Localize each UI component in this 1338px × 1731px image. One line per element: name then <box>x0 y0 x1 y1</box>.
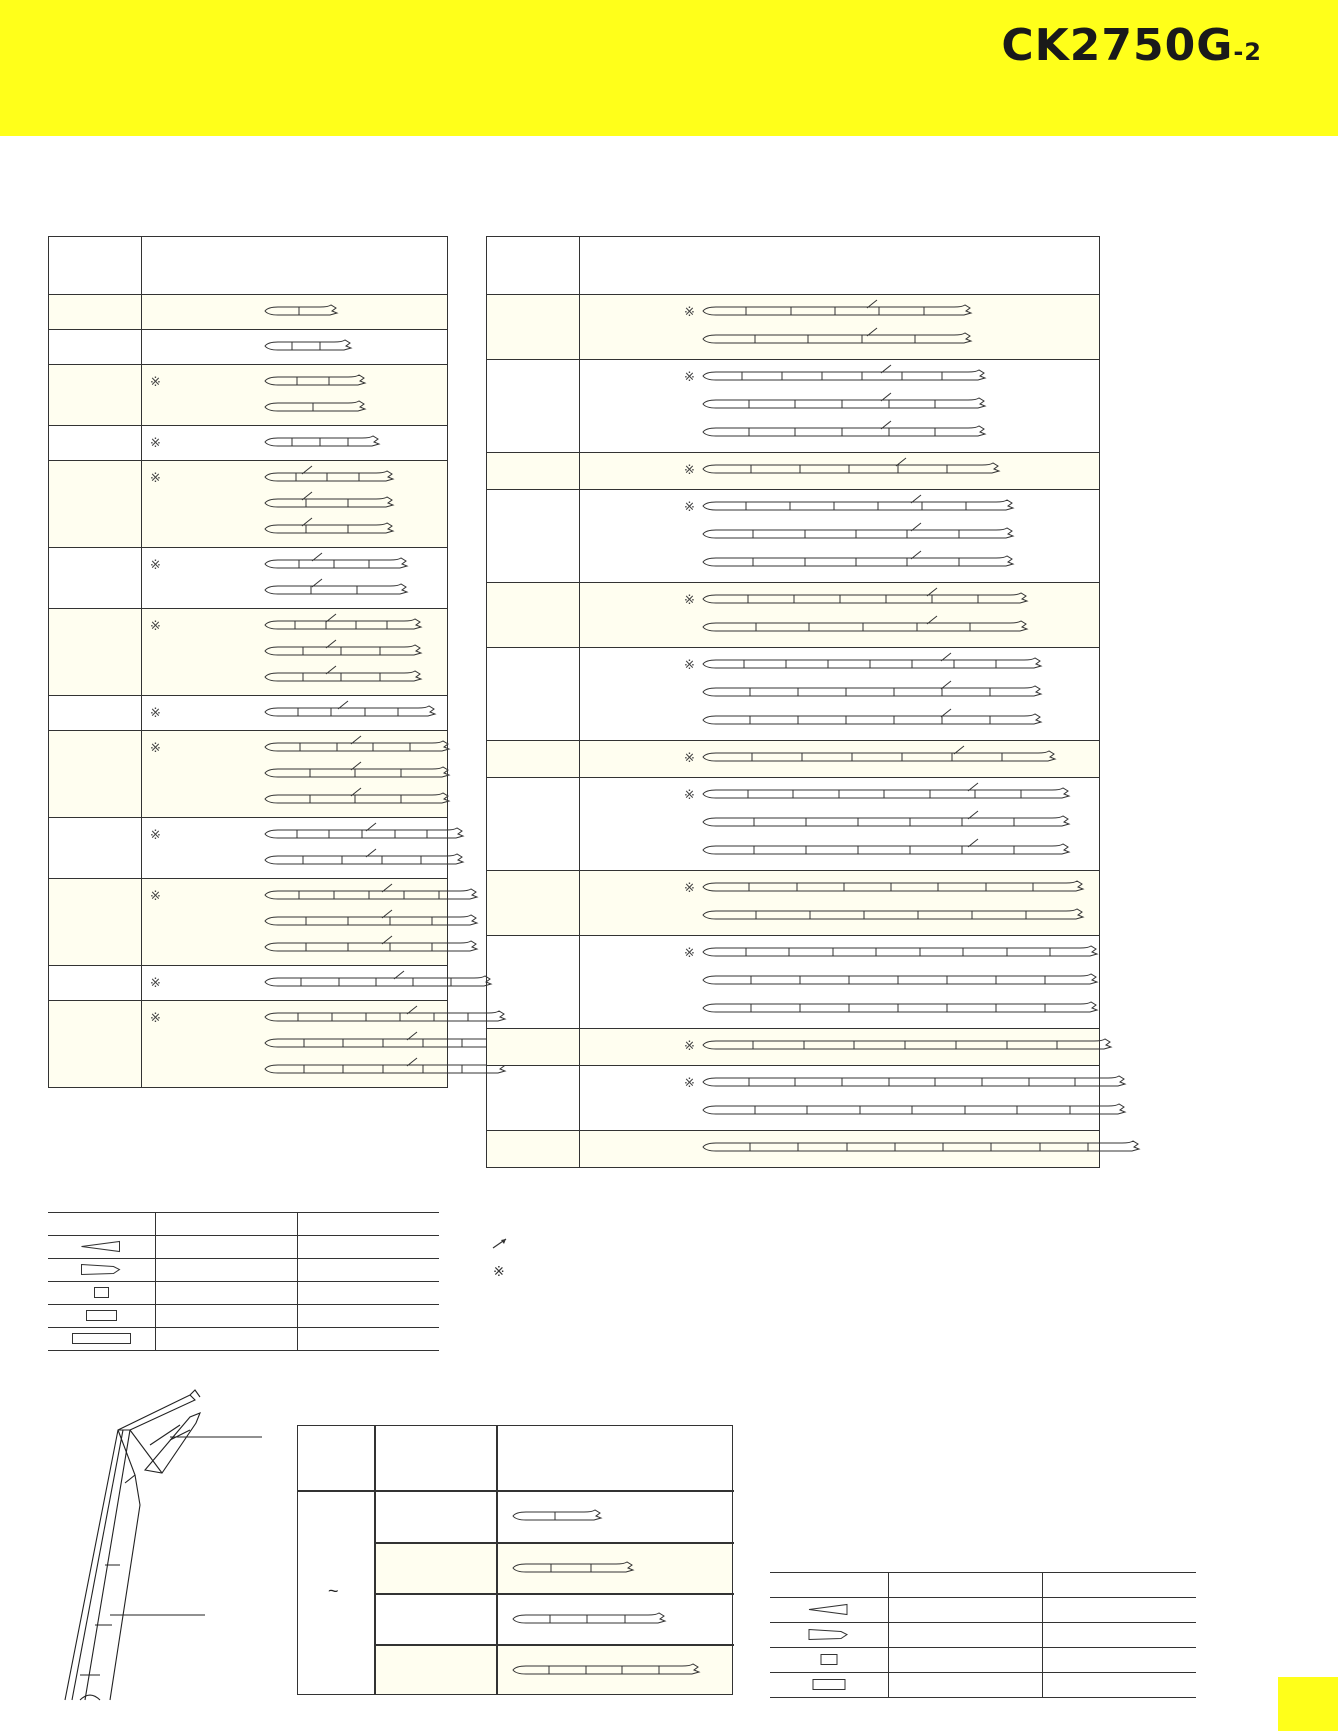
boom-profile <box>512 1607 674 1629</box>
boom-profile <box>264 552 416 574</box>
boom-length-cell <box>487 1131 580 1168</box>
config-row <box>49 818 448 879</box>
combination-cell <box>580 453 1100 490</box>
boom-profile <box>702 420 994 442</box>
boom-profile <box>264 517 402 539</box>
boom-variant <box>142 552 447 578</box>
combination-cell <box>580 778 1100 871</box>
boom-variant <box>142 1031 447 1057</box>
boom-config-table-left <box>48 236 448 1088</box>
boom-length-cell <box>487 871 580 936</box>
header-cell-combination <box>142 237 448 295</box>
tapered-tip-icon <box>770 1597 888 1622</box>
combination-cell <box>580 1029 1100 1066</box>
boom-variant <box>142 1005 447 1031</box>
config-row <box>487 583 1100 648</box>
legend-row-rule <box>48 1350 439 1351</box>
boom-profile <box>264 761 458 783</box>
boom-variant <box>142 578 447 604</box>
short-insert-icon <box>48 1281 155 1304</box>
base-section-icon <box>770 1622 888 1647</box>
config-row <box>487 741 1100 778</box>
boom-profile <box>264 909 486 931</box>
boom-variant <box>142 430 447 456</box>
recommended-mark-icon: ※ <box>150 374 161 389</box>
long-insert-icon <box>48 1327 155 1350</box>
boom-length-cell <box>49 879 142 966</box>
boom-profile <box>264 578 416 600</box>
boom-variant <box>580 392 1099 420</box>
boom-length-cell <box>49 609 142 696</box>
boom-variant <box>580 587 1099 615</box>
boom-profile <box>702 940 1106 962</box>
boom-profile <box>264 369 374 391</box>
combination-cell <box>142 426 448 461</box>
boom-variant <box>142 735 447 761</box>
boom-profile <box>702 1070 1134 1092</box>
page-corner-tab <box>1278 1677 1338 1731</box>
boom-profile <box>264 883 486 905</box>
pivot-arrow-icon <box>491 1236 509 1253</box>
recommended-mark-icon: ※ <box>684 462 695 477</box>
recommended-mark-icon: ※ <box>493 1263 505 1279</box>
boom-profile <box>264 430 388 452</box>
boom-variant <box>580 940 1099 968</box>
combination-cell <box>580 871 1100 936</box>
combination-cell <box>580 648 1100 741</box>
boom-length-cell <box>49 548 142 609</box>
boom-profile <box>512 1504 610 1526</box>
boom-profile <box>702 1135 1148 1157</box>
boom-length-cell <box>487 741 580 778</box>
boom-variant <box>580 838 1099 866</box>
boom-profile <box>702 838 1078 860</box>
boom-config-table-right <box>486 236 1100 1168</box>
boom-length-cell <box>49 818 142 879</box>
boom-variant <box>580 1135 1099 1163</box>
boom-profile <box>702 550 1022 572</box>
recommended-mark-icon: ※ <box>684 1038 695 1053</box>
jib-row-rule <box>374 1644 734 1646</box>
boom-profile <box>702 745 1064 767</box>
config-row <box>487 648 1100 741</box>
legend-column-rule <box>888 1572 889 1697</box>
boom-length-cell <box>487 453 580 490</box>
boom-variant <box>580 1098 1099 1126</box>
boom-variant <box>580 457 1099 485</box>
combination-cell <box>580 490 1100 583</box>
jib-row-rule <box>374 1542 734 1544</box>
boom-variant <box>580 652 1099 680</box>
boom-profile <box>264 334 360 356</box>
combination-cell <box>142 330 448 365</box>
combination-cell <box>142 1001 448 1088</box>
boom-variant <box>142 334 447 360</box>
recommended-mark-icon: ※ <box>150 975 161 990</box>
boom-profile <box>702 615 1036 637</box>
config-row <box>49 1001 448 1088</box>
medium-insert-icon <box>48 1304 155 1327</box>
boom-variant <box>580 522 1099 550</box>
config-row <box>49 330 448 365</box>
config-row <box>487 490 1100 583</box>
boom-length-cell <box>49 966 142 1001</box>
config-row <box>487 295 1100 360</box>
boom-variant <box>580 327 1099 355</box>
boom-variant <box>580 875 1099 903</box>
combination-cell <box>142 879 448 966</box>
boom-length-cell <box>487 360 580 453</box>
boom-profile <box>702 782 1078 804</box>
config-row <box>49 365 448 426</box>
boom-length-cell <box>487 936 580 1029</box>
boom-profile <box>702 708 1050 730</box>
boom-profile <box>702 299 980 321</box>
boom-profile <box>702 1098 1134 1120</box>
boom-length-cell <box>487 648 580 741</box>
short-insert-icon <box>770 1647 888 1672</box>
boom-profile <box>702 392 994 414</box>
recommended-mark-icon: ※ <box>684 304 695 319</box>
crane-boom-diagram <box>50 1385 270 1705</box>
boom-length-cell <box>487 778 580 871</box>
config-row <box>487 871 1100 936</box>
boom-variant <box>142 639 447 665</box>
boom-profile <box>702 810 1078 832</box>
boom-length-cell <box>487 1066 580 1131</box>
boom-variant <box>142 369 447 395</box>
boom-variant <box>142 517 447 543</box>
boom-length-cell <box>49 365 142 426</box>
boom-variant <box>142 848 447 874</box>
boom-variant <box>580 615 1099 643</box>
model-main: CK2750G <box>1001 20 1234 71</box>
boom-length-cell <box>49 696 142 731</box>
boom-profile <box>512 1556 642 1578</box>
boom-profile <box>264 970 500 992</box>
config-row <box>487 778 1100 871</box>
boom-variant <box>142 613 447 639</box>
boom-variant <box>142 700 447 726</box>
combination-cell <box>142 696 448 731</box>
config-row <box>487 1131 1100 1168</box>
boom-profile <box>702 364 994 386</box>
header-banner <box>0 0 1338 136</box>
boom-profile <box>702 968 1106 990</box>
boom-profile <box>702 522 1022 544</box>
boom-variant <box>142 465 447 491</box>
config-row <box>487 936 1100 1029</box>
boom-profile <box>264 491 402 513</box>
header-cell-combination <box>580 237 1100 295</box>
recommended-mark-icon: ※ <box>150 557 161 572</box>
medium-insert-icon <box>770 1672 888 1697</box>
boom-profile <box>702 875 1092 897</box>
boom-profile <box>702 996 1106 1018</box>
config-row <box>49 966 448 1001</box>
boom-profile <box>702 457 1008 479</box>
range-symbol: ~ <box>328 1581 339 1601</box>
config-row <box>49 879 448 966</box>
recommended-mark-icon: ※ <box>684 1075 695 1090</box>
boom-profile <box>264 1005 514 1027</box>
legend-column-rule <box>297 1212 298 1350</box>
boom-variant <box>580 903 1099 931</box>
jib-column-rule <box>374 1426 376 1694</box>
boom-variant <box>580 810 1099 838</box>
boom-variant <box>580 420 1099 448</box>
jib-row-rule <box>374 1593 734 1595</box>
boom-variant <box>142 909 447 935</box>
boom-profile <box>264 822 472 844</box>
recommended-mark-icon: ※ <box>150 618 161 633</box>
recommended-mark-icon: ※ <box>684 369 695 384</box>
boom-variant <box>142 935 447 961</box>
boom-variant <box>142 787 447 813</box>
boom-profile <box>702 587 1036 609</box>
boom-length-cell <box>487 490 580 583</box>
combination-cell <box>142 966 448 1001</box>
boom-variant <box>580 1033 1099 1061</box>
boom-variant <box>580 494 1099 522</box>
table-header-row <box>49 237 448 295</box>
boom-variant <box>142 665 447 691</box>
boom-profile <box>264 465 402 487</box>
boom-variant <box>142 299 447 325</box>
combination-cell <box>580 583 1100 648</box>
boom-profile <box>264 700 444 722</box>
boom-profile <box>702 327 980 349</box>
legend-row-rule <box>770 1697 1196 1698</box>
tapered-tip-icon <box>48 1235 155 1258</box>
boom-length-cell <box>487 1029 580 1066</box>
combination-cell <box>142 548 448 609</box>
boom-variant <box>580 680 1099 708</box>
jib-column-rule <box>496 1426 498 1694</box>
combination-cell <box>142 365 448 426</box>
config-row <box>49 609 448 696</box>
boom-profile <box>264 665 430 687</box>
combination-cell <box>142 609 448 696</box>
boom-variant <box>580 299 1099 327</box>
boom-profile <box>702 680 1050 702</box>
config-row <box>49 461 448 548</box>
jib-row-rule <box>298 1490 734 1492</box>
boom-variant <box>142 761 447 787</box>
boom-profile <box>702 903 1092 925</box>
boom-variant <box>580 1070 1099 1098</box>
boom-variant <box>142 491 447 517</box>
recommended-mark-icon: ※ <box>684 657 695 672</box>
combination-cell <box>142 818 448 879</box>
boom-profile <box>264 299 346 321</box>
combination-cell <box>142 731 448 818</box>
boom-variant <box>580 968 1099 996</box>
boom-variant <box>580 782 1099 810</box>
recommended-mark-icon: ※ <box>150 888 161 903</box>
boom-length-cell <box>49 426 142 461</box>
boom-variant <box>580 708 1099 736</box>
boom-profile <box>512 1658 708 1680</box>
model-suffix: -2 <box>1233 38 1262 66</box>
boom-variant <box>142 970 447 996</box>
recommended-mark-icon: ※ <box>684 880 695 895</box>
boom-length-cell <box>49 1001 142 1088</box>
boom-profile <box>264 613 430 635</box>
boom-profile <box>264 1057 514 1079</box>
boom-length-cell <box>49 461 142 548</box>
combination-cell <box>580 1066 1100 1131</box>
config-row <box>487 1029 1100 1066</box>
recommended-mark-icon: ※ <box>684 750 695 765</box>
recommended-mark-icon: ※ <box>150 1010 161 1025</box>
base-section-icon <box>48 1258 155 1281</box>
config-row <box>49 548 448 609</box>
boom-profile <box>264 935 486 957</box>
boom-length-cell <box>487 583 580 648</box>
boom-variant <box>580 996 1099 1024</box>
header-cell-length <box>487 237 580 295</box>
recommended-mark-icon: ※ <box>150 435 161 450</box>
config-row <box>49 696 448 731</box>
combination-cell <box>580 295 1100 360</box>
boom-profile <box>264 395 374 417</box>
config-row <box>49 731 448 818</box>
config-row <box>49 426 448 461</box>
recommended-mark-icon: ※ <box>150 827 161 842</box>
boom-profile <box>702 494 1022 516</box>
combination-cell <box>580 741 1100 778</box>
combination-cell <box>142 295 448 330</box>
boom-profile <box>264 848 472 870</box>
recommended-mark-icon: ※ <box>684 592 695 607</box>
legend-column-rule <box>155 1212 156 1350</box>
recommended-mark-icon: ※ <box>684 787 695 802</box>
boom-variant <box>142 822 447 848</box>
boom-variant <box>142 395 447 421</box>
boom-variant <box>580 745 1099 773</box>
table-header-row <box>487 237 1100 295</box>
boom-profile <box>264 787 458 809</box>
boom-profile <box>264 639 430 661</box>
boom-variant <box>142 883 447 909</box>
boom-variant <box>580 550 1099 578</box>
boom-length-cell <box>487 295 580 360</box>
jib-config-table <box>297 1425 733 1695</box>
config-row <box>49 295 448 330</box>
jib-legend-table <box>770 1572 1196 1697</box>
boom-length-cell <box>49 330 142 365</box>
header-cell-length <box>49 237 142 295</box>
config-row <box>487 360 1100 453</box>
boom-profile <box>702 1033 1120 1055</box>
recommended-mark-icon: ※ <box>150 705 161 720</box>
boom-profile <box>264 735 458 757</box>
legend-top-rule <box>770 1572 1196 1573</box>
boom-variant <box>142 1057 447 1083</box>
recommended-mark-icon: ※ <box>684 499 695 514</box>
boom-profile <box>702 652 1050 674</box>
legend-top-rule <box>48 1212 439 1213</box>
section-legend-table <box>48 1212 439 1350</box>
boom-length-cell <box>49 295 142 330</box>
legend-column-rule <box>1042 1572 1043 1697</box>
boom-profile <box>264 1031 514 1053</box>
config-row <box>487 453 1100 490</box>
combination-cell <box>580 360 1100 453</box>
combination-cell <box>580 936 1100 1029</box>
config-row <box>487 1066 1100 1131</box>
recommended-mark-icon: ※ <box>150 470 161 485</box>
combination-cell <box>142 461 448 548</box>
boom-variant <box>580 364 1099 392</box>
model-title <box>1001 20 1262 71</box>
recommended-mark-icon: ※ <box>684 945 695 960</box>
boom-length-cell <box>49 731 142 818</box>
combination-cell <box>580 1131 1100 1168</box>
recommended-mark-icon: ※ <box>150 740 161 755</box>
